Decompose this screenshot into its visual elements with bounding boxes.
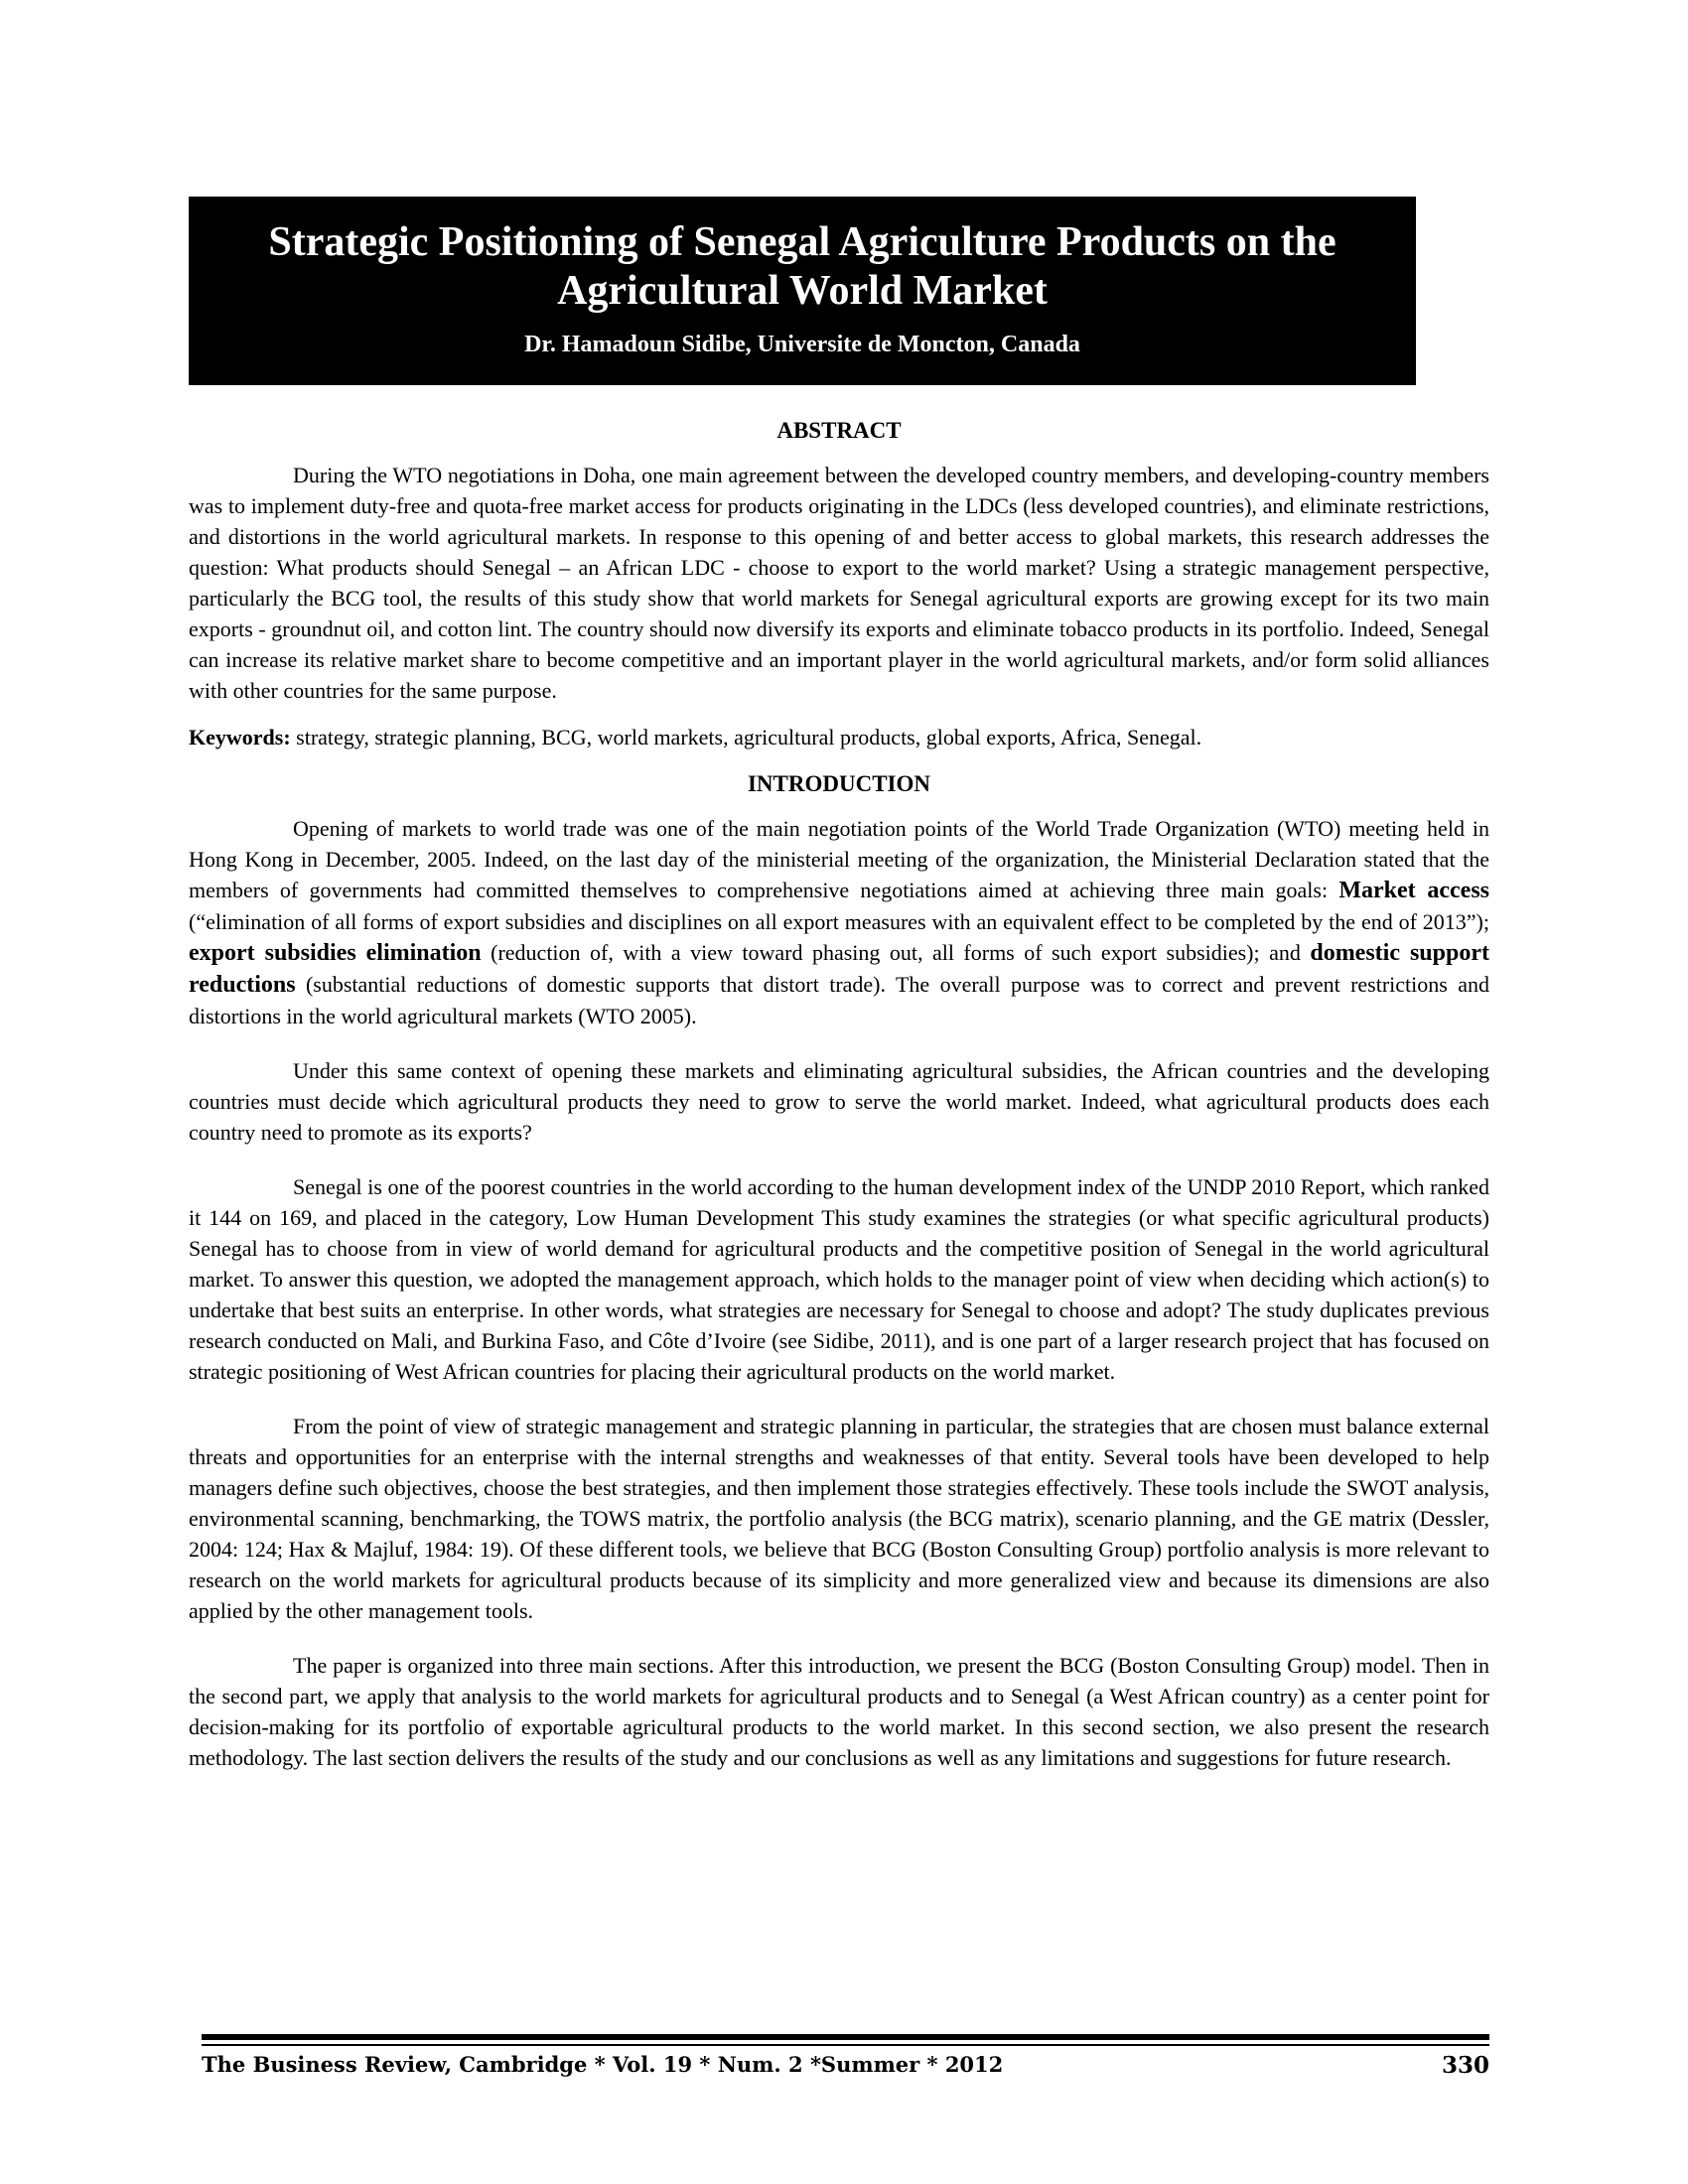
intro-paragraph-1	[189, 813, 1489, 1031]
term-domestic-support-reductions: domestic support reductions	[189, 940, 1489, 998]
introduction-heading: INTRODUCTION	[747, 771, 931, 796]
keywords-line	[189, 722, 1489, 752]
intro-p1-text-c: (reduction of, with a view toward phasing out, all forms of such export subsidies); and	[481, 940, 1311, 965]
intro-paragraph-2: Under this same context of opening these markets and eliminating agricultural subsidies, the African countries and the developing countries must decide which agricultural products they need to grow to serve the world market. Indeed, what agricultural products does each country need to promote as its exports?	[189, 1058, 1489, 1145]
page-number: 330	[1441, 2052, 1489, 2079]
journal-citation: The Business Review, Cambridge * Vol. 19 * Num. 2 *Summer * 2012	[202, 2052, 1004, 2077]
author-line: Dr. Hamadoun Sidibe, Universite de Moncton, Canada	[524, 332, 1080, 357]
term-market-access: Market access	[1338, 878, 1490, 903]
footer-rule-thick	[202, 2034, 1489, 2040]
keywords-text: strategy, strategic planning, BCG, world markets, agricultural products, global exports, Africa, Senegal.	[290, 725, 1202, 750]
abstract-heading: ABSTRACT	[776, 418, 902, 443]
intro-p1-text-d: (substantial reductions of domestic supports that distort trade). The overall purpose was to correct and prevent restrictions and distortions in the world agricultural markets (WTO 2005).	[189, 972, 1489, 1028]
abstract-text: During the WTO negotiations in Doha, one main agreement between the developed country members, and developing-country members was to implement duty-free and quota-free market access for products originating in the LDCs (less developed countries), and eliminate restrictions, and distortions in the world agricultural markets. In response to this opening of and better access to global markets, this research addresses the question: What products should Senegal – an African LDC - choose to export to the world market? Using a strategic management perspective, particularly the BCG tool, the results of this study show that world markets for Senegal agricultural exports are growing except for its two main exports - groundnut oil, and cotton lint. The country should now diversify its exports and eliminate tobacco products in its portfolio. Indeed, Senegal can increase its relative market share to become competitive and an important player in the world agricultural markets, and/or form solid alliances with other countries for the same purpose.	[189, 463, 1489, 703]
title-banner	[189, 197, 1416, 385]
paper-title: Strategic Positioning of Senegal Agriculture Products on the Agricultural World Market	[268, 219, 1336, 314]
term-export-subsidies-elimination: export subsidies elimination	[189, 940, 482, 966]
intro-p1-text-b: (“elimination of all forms of export subsidies and disciplines on all export measures with an equivalent effect to be completed by the end of 2013”);	[189, 909, 1489, 934]
intro-paragraph-3: Senegal is one of the poorest countries in the world according to the human development index of the UNDP 2010 Report, which ranked it 144 on 169, and placed in the category, Low Human Development This study examines the strategies (or what specific agricultural products) Senegal has to choose from in view of world demand for agricultural products and the competitive position of Senegal in the world agricultural market. To answer this question, we adopted the management approach, which holds to the manager point of view when deciding which action(s) to undertake that best suits an enterprise. In other words, what strategies are necessary for Senegal to choose and adopt? The study duplicates previous research conducted on Mali, and Burkina Faso, and Côte d’Ivoire (see Sidibe, 2011), and is one part of a larger research project that has focused on strategic positioning of West African countries for placing their agricultural products on the world market.	[189, 1174, 1489, 1384]
keywords-label: Keywords:	[189, 725, 291, 750]
footer-rule-thin	[202, 2044, 1489, 2046]
intro-p1-text-a: Opening of markets to world trade was one of the main negotiation points of the World Trade Organization (WTO) meeting held in Hong Kong in December, 2005. Indeed, on the last day of the ministerial meeting of the organization, the Ministerial Declaration stated that the members of governments had committed themselves to comprehensive negotiations aimed at achieving three main goals:	[189, 816, 1489, 902]
paper-body	[189, 415, 1489, 1773]
intro-paragraph-4: From the point of view of strategic management and strategic planning in particular, the strategies that are chosen must balance external threats and opportunities for an enterprise with the internal strengths and weaknesses of that entity. Several tools have been developed to help managers define such objectives, choose the best strategies, and then implement those strategies effectively. These tools include the SWOT analysis, environmental scanning, benchmarking, the TOWS matrix, the portfolio analysis (the BCG matrix), scenario planning, and the GE matrix (Dessler, 2004: 124; Hax & Majluf, 1984: 19). Of these different tools, we believe that BCG (Boston Consulting Group) portfolio analysis is more relevant to research on the world markets for agricultural products because of its simplicity and more generalized view and because its dimensions are also applied by the other management tools.	[189, 1414, 1489, 1623]
intro-paragraph-5: The paper is organized into three main sections. After this introduction, we present the BCG (Boston Consulting Group) model. Then in the second part, we apply that analysis to the world markets for agricultural products and to Senegal (a West African country) as a center point for decision-making for its portfolio of exportable agricultural products to the world market. In this second section, we also present the research methodology. The last section delivers the results of the study and our conclusions as well as any limitations and suggestions for future research.	[189, 1653, 1489, 1770]
